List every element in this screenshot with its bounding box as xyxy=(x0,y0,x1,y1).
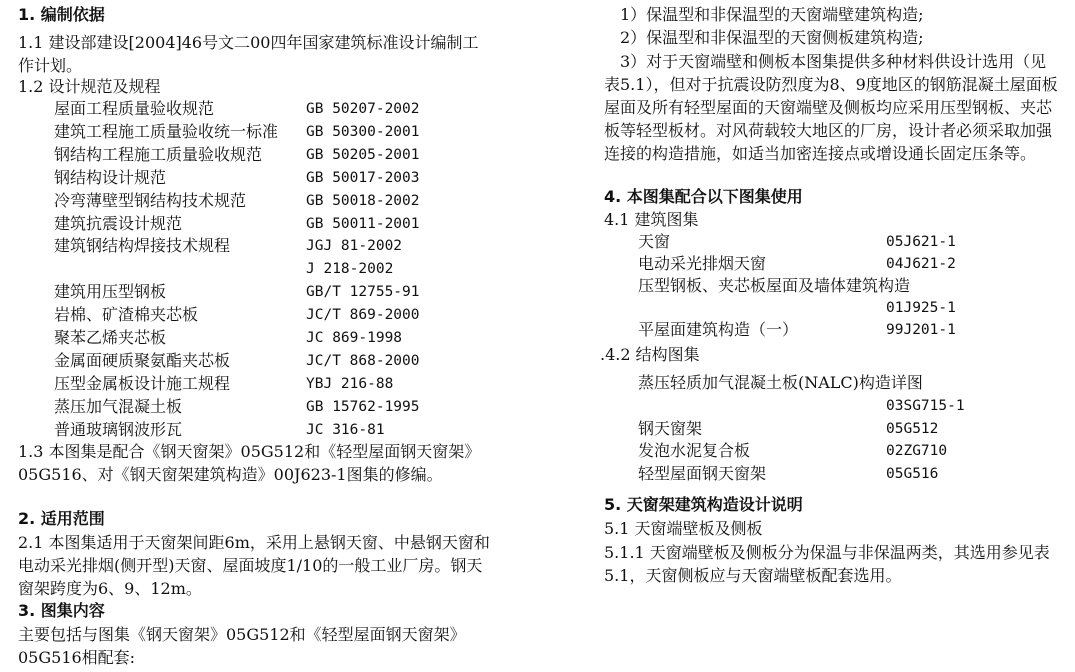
row-code: 05G516 xyxy=(886,466,939,483)
section-3-title: 3. 图集内容 xyxy=(18,601,105,620)
row-code: 01J925-1 xyxy=(886,300,956,316)
row-name: 蒸压轻质加气混凝土板(NALC)构造详图 xyxy=(638,373,923,392)
row-name: 电动采光排烟天窗 xyxy=(638,254,767,273)
row-name: 岩棉、矿渣棉夹芯板 xyxy=(54,305,199,325)
row-code: 02ZG710 xyxy=(886,443,948,460)
row-code: GB 50207-2002 xyxy=(306,101,420,117)
row-code: 05G512 xyxy=(886,420,939,437)
row-name: 建筑钢结构焊接技术规程 xyxy=(54,236,231,256)
section-4-2-title: .4.2 结构图集 xyxy=(600,345,700,364)
row-code: 05J621-1 xyxy=(886,234,956,250)
list-item: 2）保温型和非保温型的天窗侧板建筑构造; xyxy=(620,28,924,47)
row-name: 发泡水泥复合板 xyxy=(638,441,751,461)
section-2-1-text: 2.1 本图集适用于天窗架间距6m，采用上悬钢天窗、中悬钢天窗和电动采光排烟(侧开型)天窗、屋面坡度1/10的一般工业厂房。钢天窗架跨度为6、9、12m。 xyxy=(18,533,490,598)
row-name: 普通玻璃钢波形瓦 xyxy=(54,419,183,439)
row-code: GB 15762-1995 xyxy=(306,398,420,415)
row-name: 平屋面建筑构造（一） xyxy=(638,320,799,339)
row-name: 轻型屋面钢天窗架 xyxy=(638,464,767,484)
section-4-1-title: 4.1 建筑图集 xyxy=(604,210,699,229)
list-item: 1）保温型和非保温型的天窗端壁建筑构造; xyxy=(620,5,924,24)
row-code: GB/T 12755-91 xyxy=(306,284,420,301)
section-1-2-title: 1.2 设计规范及规程 xyxy=(18,77,161,96)
row-name: 压型钢板、夹芯板屋面及墙体建筑构造 xyxy=(638,276,911,295)
row-name: 钢天窗架 xyxy=(638,418,703,438)
row-name: 建筑用压型钢板 xyxy=(54,282,167,302)
section-5-1-1-text: 5.1.1 天窗端壁板及侧板分为保温与非保温两类，其选用参见表5.1，天窗侧板应与天窗端壁板配套选用。 xyxy=(604,543,1050,585)
row-name: 聚苯乙烯夹芯板 xyxy=(54,328,167,347)
row-code: J 218-2002 xyxy=(306,261,394,278)
row-code: GB 50018-2002 xyxy=(306,192,420,209)
section-1-1-text: 1.1 建设部建设[2004]46号文二00四年国家建筑标准设计编制工作计划。 xyxy=(18,33,479,75)
row-code: GB 50300-2001 xyxy=(306,123,420,140)
section-1-3-text: 1.3 本图集是配合《钢天窗架》05G512和《轻型屋面钢天窗架》05G516、对《钢天窗架建筑构造》00J623-1图集的修编。 xyxy=(18,442,481,484)
section-5-1-title: 5.1 天窗端壁板及侧板 xyxy=(604,519,763,538)
row-name: 屋面工程质量验收规范 xyxy=(54,99,215,118)
row-code: GB 50017-2003 xyxy=(306,169,420,186)
row-code: JC/T 868-2000 xyxy=(306,352,420,369)
section-3-text: 主要包括与图集《钢天窗架》05G512和《轻型屋面钢天窗架》05G516相配套: xyxy=(18,625,466,667)
section-2-title: 2. 适用范围 xyxy=(18,509,105,528)
row-code: YBJ 216-88 xyxy=(306,375,394,392)
row-code: 03SG715-1 xyxy=(886,397,965,414)
row-name: 建筑抗震设计规范 xyxy=(54,213,183,233)
row-code: JGJ 81-2002 xyxy=(306,238,403,255)
row-name: 天窗 xyxy=(638,232,671,251)
row-code: 99J201-1 xyxy=(886,322,956,338)
row-name: 压型金属板设计施工规程 xyxy=(54,373,231,393)
row-name: 钢结构设计规范 xyxy=(54,167,167,187)
row-code: JC/T 869-2000 xyxy=(306,307,420,324)
row-code: JC 316-81 xyxy=(306,421,385,438)
list-item: 3）对于天窗端壁和侧板本图集提供多种材料供设计选用（见表5.1），但对于抗震设防烈度为8、9度地区的钢筋混凝土屋面板屋面及所有轻型屋面的天窗端壁及侧板均应采用压型钢板、夹芯板等轻型板材。对风荷载较大地区的厂房，设计者必须采取加强连接的构造措施，如适当加密连接点或增设通长固定压条等。 xyxy=(604,52,1058,163)
row-code: GB 50205-2001 xyxy=(306,146,420,163)
row-code: JC 869-1998 xyxy=(306,330,403,346)
row-name: 冷弯薄壁型钢结构技术规范 xyxy=(54,190,247,210)
row-name: 蒸压加气混凝土板 xyxy=(54,396,183,416)
section-4-title: 4. 本图集配合以下图集使用 xyxy=(604,187,803,206)
section-1-title: 1. 编制依据 xyxy=(18,5,105,24)
row-name: 金属面硬质聚氨酯夹芯板 xyxy=(54,350,231,370)
row-code: 04J621-2 xyxy=(886,256,956,272)
row-name: 建筑工程施工质量验收统一标准 xyxy=(54,121,279,141)
row-name: 钢结构工程施工质量验收规范 xyxy=(54,144,263,164)
row-code: GB 50011-2001 xyxy=(306,215,420,232)
section-5-title: 5. 天窗架建筑构造设计说明 xyxy=(604,495,803,514)
